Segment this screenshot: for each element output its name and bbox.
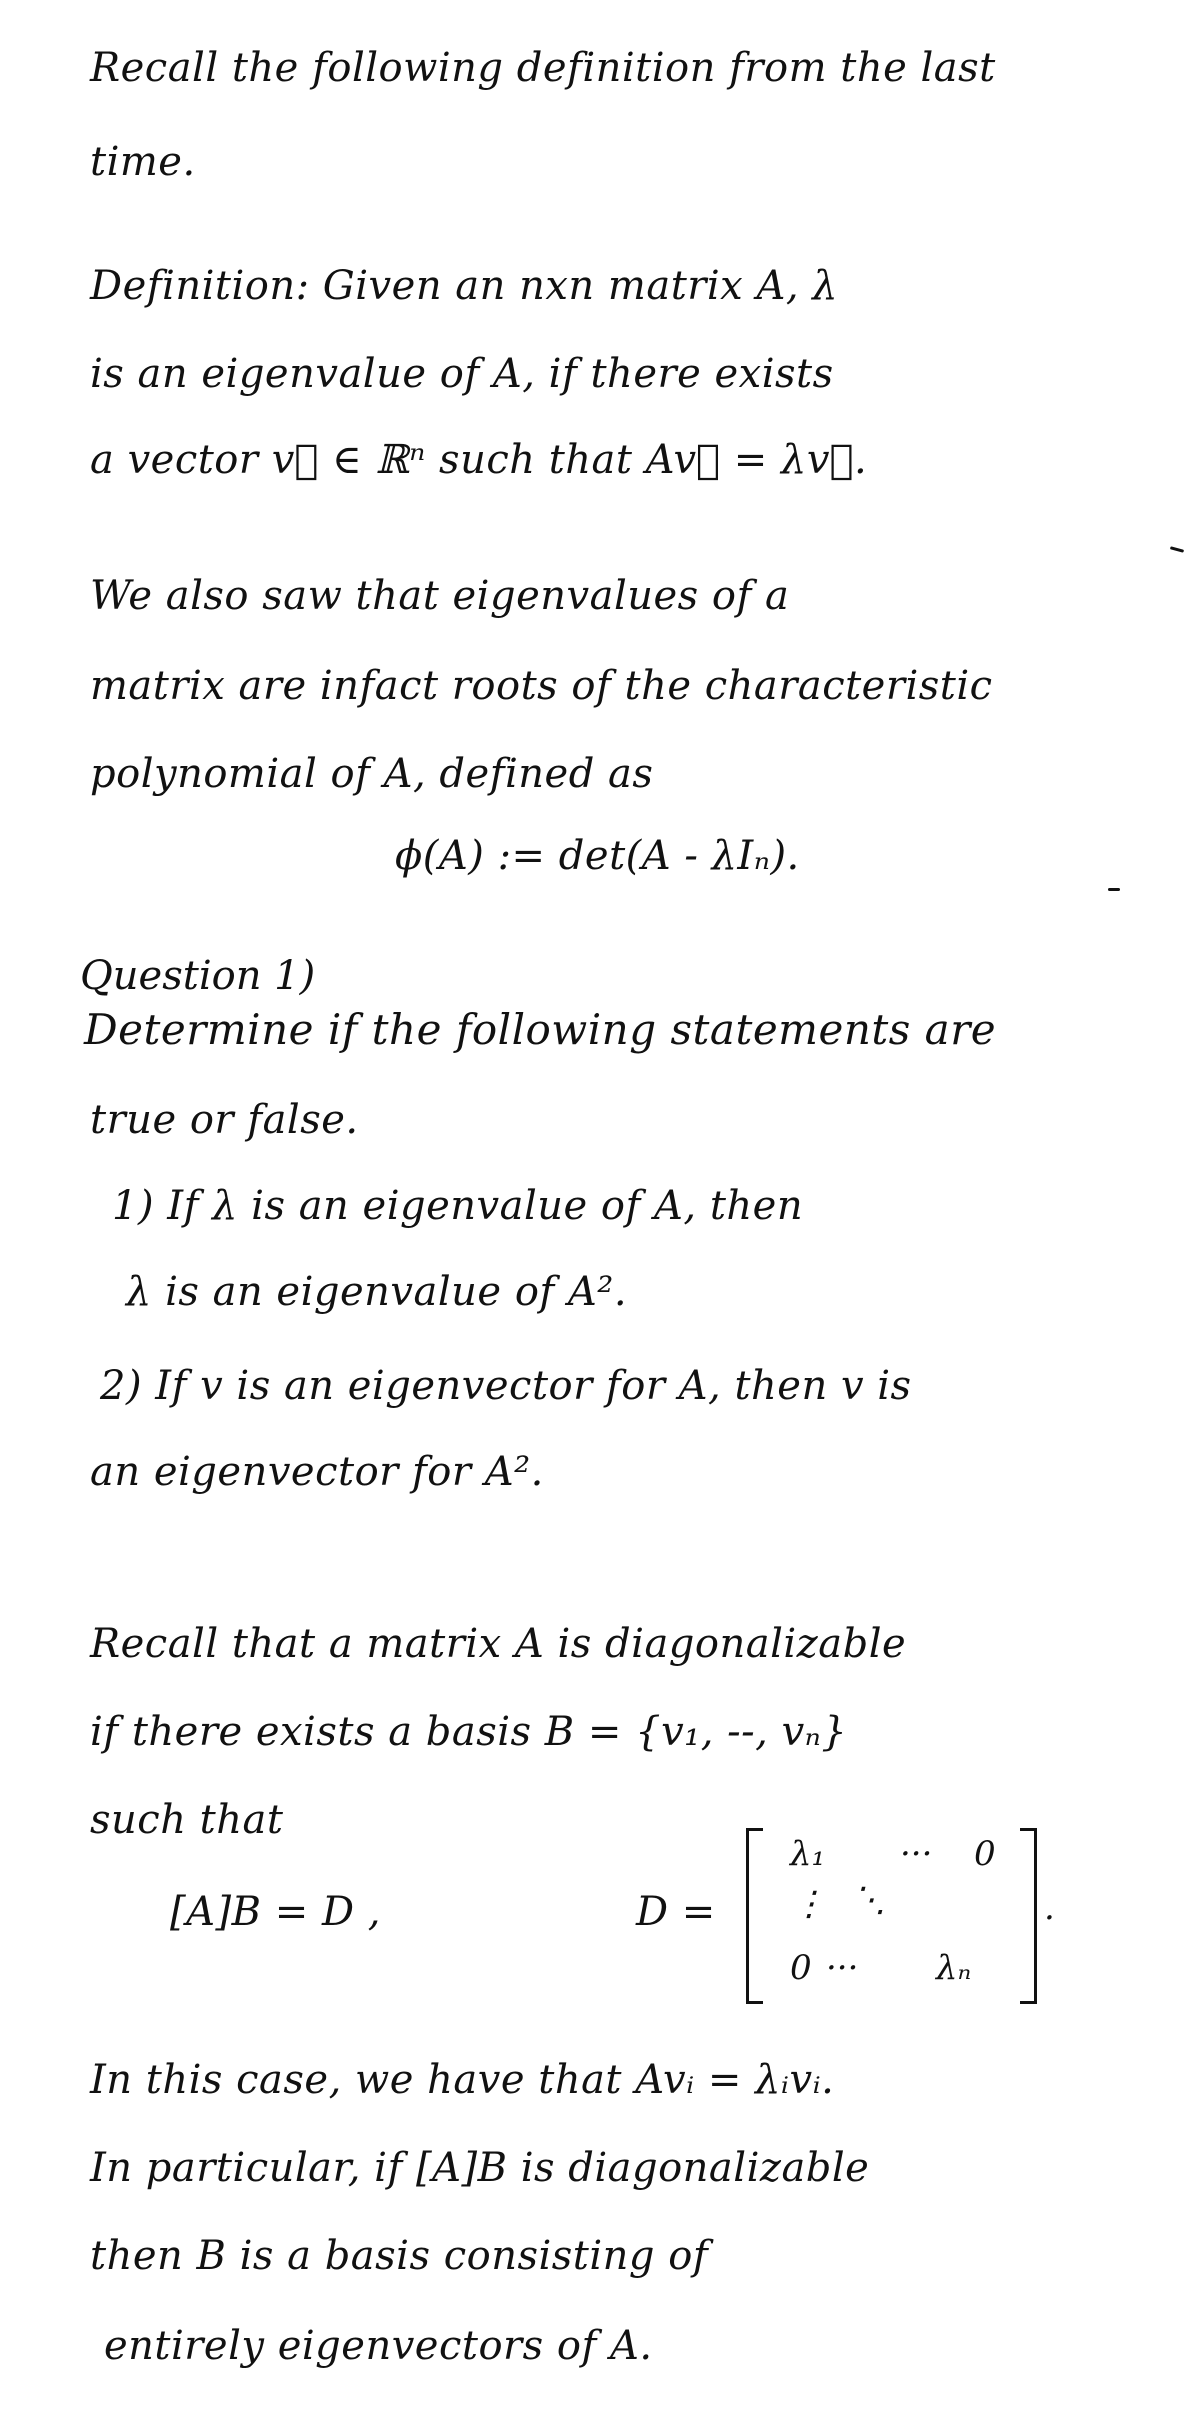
characteristic-line-1: We also saw that eigenvalues of a bbox=[90, 573, 790, 619]
question-line-1: Determine if the following statements are bbox=[84, 1005, 997, 1054]
intro-line-1: Recall the following definition from the last bbox=[90, 45, 996, 91]
question-title: Question 1) bbox=[80, 953, 316, 999]
definition-line-2: is an eigenvalue of A, if there exists bbox=[90, 351, 834, 397]
matrix-diagonal-dots: ⋱ bbox=[852, 1880, 886, 1920]
diagonal-line-2: if there exists a basis B = {v₁, --, vₙ} bbox=[90, 1709, 848, 1755]
conclusion-line-3: then B is a basis consisting of bbox=[90, 2233, 709, 2279]
matrix-right-bracket bbox=[1020, 1828, 1037, 2004]
stray-pen-mark bbox=[1170, 546, 1184, 553]
matrix-mid-dots: ⋮ bbox=[792, 1884, 826, 1924]
conclusion-line-2: In particular, if [A]B is diagonalizable bbox=[90, 2145, 870, 2191]
conclusion-line-4: entirely eigenvectors of A. bbox=[104, 2323, 653, 2369]
stray-pen-mark-2 bbox=[1108, 888, 1120, 891]
diagonal-line-3: such that bbox=[90, 1797, 284, 1843]
definition-line-3: a vector v⃗ ∈ ℝⁿ such that Av⃗ = λv⃗. bbox=[90, 437, 868, 483]
diagonal-equation-left: [A]B = D , bbox=[170, 1889, 381, 1935]
definition-line-1: Definition: Given an nxn matrix A, λ bbox=[90, 263, 839, 309]
matrix-top-dots: ··· bbox=[900, 1834, 933, 1874]
matrix-bottom-right: λₙ bbox=[936, 1948, 972, 1988]
matrix-bottom-left: 0 bbox=[790, 1948, 812, 1988]
matrix-top-left: λ₁ bbox=[790, 1834, 826, 1874]
statement-2-line-1: 2) If v is an eigenvector for A, then v is bbox=[100, 1363, 912, 1409]
matrix-end-period: . bbox=[1044, 1888, 1055, 1928]
characteristic-formula: ϕ(A) := det(A - λIₙ). bbox=[395, 833, 800, 879]
statement-2-line-2: an eigenvector for A². bbox=[90, 1449, 544, 1495]
diagonal-line-1: Recall that a matrix A is diagonalizable bbox=[90, 1621, 907, 1667]
characteristic-line-3: polynomial of A, defined as bbox=[90, 751, 654, 797]
statement-1-line-1: 1) If λ is an eigenvalue of A, then bbox=[112, 1183, 804, 1229]
matrix-left-bracket bbox=[746, 1828, 763, 2004]
question-line-2: true or false. bbox=[90, 1097, 359, 1143]
statement-1-line-2: λ is an eigenvalue of A². bbox=[126, 1269, 628, 1315]
intro-line-2: time. bbox=[90, 139, 196, 185]
matrix-top-right: 0 bbox=[974, 1834, 996, 1874]
matrix-bottom-dots: ··· bbox=[826, 1948, 859, 1988]
conclusion-line-1: In this case, we have that Avᵢ = λᵢvᵢ. bbox=[90, 2057, 835, 2103]
characteristic-line-2: matrix are infact roots of the characteristic bbox=[90, 663, 993, 709]
diagonal-equation-d: D = bbox=[636, 1889, 716, 1935]
